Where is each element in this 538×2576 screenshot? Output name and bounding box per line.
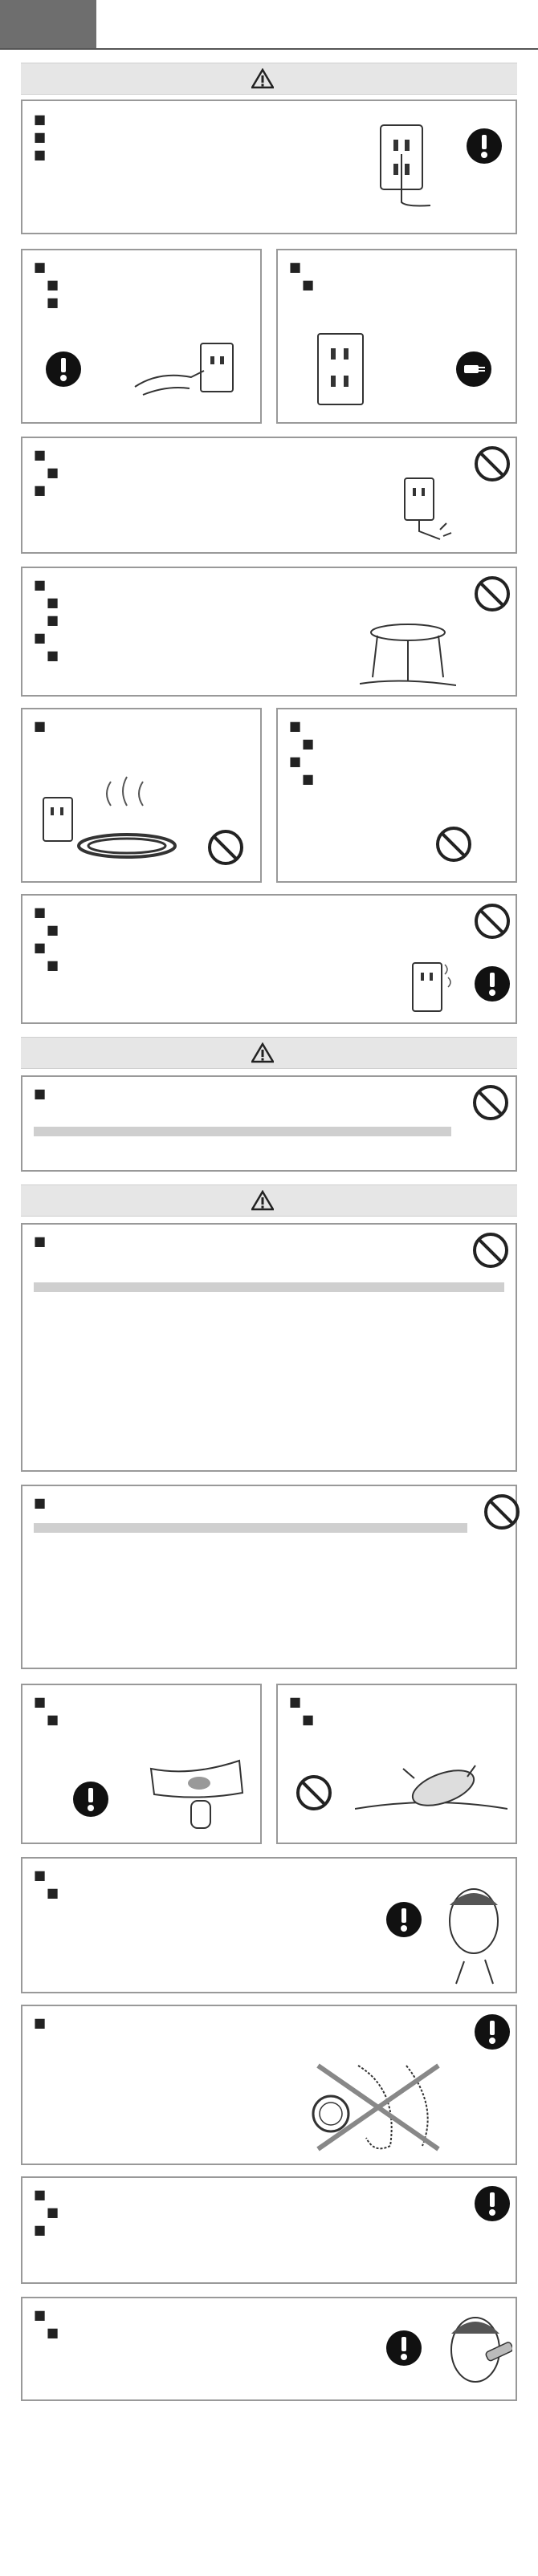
rule-text-cont xyxy=(47,2324,60,2342)
rule-text xyxy=(34,629,47,647)
ban-icon xyxy=(286,1775,342,1812)
rule-box-accessories xyxy=(21,2005,517,2165)
rule-text xyxy=(34,111,47,128)
rule-text xyxy=(289,717,303,735)
ban-icon xyxy=(464,904,520,941)
rule-text xyxy=(34,939,47,957)
ban-icon xyxy=(464,446,520,483)
outlet-illustration-icon xyxy=(302,327,390,416)
rule-box-usage-time xyxy=(21,2176,517,2284)
rule-text-cont xyxy=(47,647,60,664)
rule-text xyxy=(289,258,303,276)
rule-box-ac-adapter xyxy=(276,708,517,883)
ban-icon xyxy=(426,827,482,863)
rule-text-cont xyxy=(302,770,316,788)
warning-use-bar xyxy=(21,1037,517,1069)
arm-pretest-illustration-icon xyxy=(143,1745,247,1833)
caution-triangle-icon xyxy=(251,1190,274,1211)
rule-text xyxy=(34,1233,47,1250)
device-list xyxy=(34,1127,451,1136)
rule-box-pretest xyxy=(21,1684,262,1844)
must-icon xyxy=(63,1782,119,1818)
persons-list xyxy=(34,1282,504,1292)
ban-icon xyxy=(464,576,520,613)
outlet-illustration-icon xyxy=(374,122,438,210)
rule-box-disconnect xyxy=(276,249,517,424)
damaged-plug-illustration-icon xyxy=(400,475,456,547)
rule-text xyxy=(34,258,47,276)
rule-text xyxy=(34,2221,47,2239)
rule-text xyxy=(289,1693,303,1711)
ban-icon xyxy=(474,1494,530,1531)
must-icon xyxy=(376,2330,432,2367)
must-icon xyxy=(464,2014,520,2051)
rule-box-restricted-persons xyxy=(21,1223,517,1472)
rule-box-damaged-cord xyxy=(21,437,517,554)
warning-triangle-icon xyxy=(251,68,274,89)
rule-text xyxy=(34,1494,47,1512)
rule-text-cont xyxy=(302,735,316,753)
rule-text xyxy=(34,717,47,735)
header-divider xyxy=(0,48,538,50)
stool-cord-illustration-icon xyxy=(360,621,456,690)
accessories-crossed-illustration-icon xyxy=(302,2058,454,2157)
unplug-icon xyxy=(435,351,512,388)
rule-text-cont xyxy=(47,1711,60,1729)
rule-text xyxy=(34,2186,47,2204)
dusty-outlet-illustration-icon xyxy=(408,960,456,1021)
rule-text xyxy=(34,481,47,499)
rule-text xyxy=(34,576,47,594)
rule-box-restricted-areas xyxy=(21,1485,517,1669)
warning-triangle-icon xyxy=(251,1042,274,1063)
section-tag xyxy=(0,0,96,50)
rule-box-bundled-cord xyxy=(21,708,262,883)
rule-text xyxy=(34,904,47,921)
caution-use-bar xyxy=(21,1184,517,1217)
must-icon xyxy=(456,128,512,165)
rule-text-cont xyxy=(302,1711,316,1729)
page-header xyxy=(0,0,538,50)
rule-text-cont xyxy=(47,1884,60,1902)
rule-box-cord-handling xyxy=(21,567,517,697)
rule-text xyxy=(289,753,303,770)
rule-text-cont xyxy=(47,2204,60,2221)
rule-text-cont xyxy=(47,464,60,481)
rule-box-keep-moving xyxy=(21,2297,517,2401)
rule-text xyxy=(34,146,47,164)
rule-text-cont xyxy=(302,276,316,294)
rule-box-medical-devices xyxy=(21,1075,517,1172)
must-icon xyxy=(376,1902,432,1939)
rule-text-cont xyxy=(47,921,60,939)
rule-box-plug xyxy=(21,100,517,234)
rule-text xyxy=(34,1693,47,1711)
rule-text-cont xyxy=(47,276,60,294)
rule-text xyxy=(34,1867,47,1884)
hand-unplug-illustration-icon xyxy=(127,339,247,419)
must-icon xyxy=(464,966,520,1003)
rule-text-cont xyxy=(47,594,60,611)
rule-text xyxy=(34,446,47,464)
rule-text-cont xyxy=(47,611,60,629)
rule-box-unplug xyxy=(21,249,262,424)
face-device-illustration-icon xyxy=(440,2305,512,2398)
rule-box-dust xyxy=(21,894,517,1024)
rule-text-cont xyxy=(47,957,60,974)
rule-box-cleanse-skin xyxy=(21,1857,517,1993)
areas-list xyxy=(34,1523,467,1533)
face-washing-illustration-icon xyxy=(440,1873,512,1985)
bundled-cord-illustration-icon xyxy=(39,766,191,870)
must-icon xyxy=(35,351,92,388)
rule-text xyxy=(34,1085,47,1103)
warning-power-bar xyxy=(21,63,517,95)
rule-text xyxy=(34,2306,47,2324)
device-pressing-skin-illustration-icon xyxy=(355,1753,507,1833)
ban-icon xyxy=(463,1233,519,1270)
ban-icon xyxy=(463,1085,519,1122)
must-icon xyxy=(464,2186,520,2223)
rule-text-cont xyxy=(47,294,60,311)
rule-text xyxy=(34,2014,47,2032)
rule-text xyxy=(34,128,47,146)
ban-icon xyxy=(198,830,254,867)
rule-box-excess-pressure xyxy=(276,1684,517,1844)
